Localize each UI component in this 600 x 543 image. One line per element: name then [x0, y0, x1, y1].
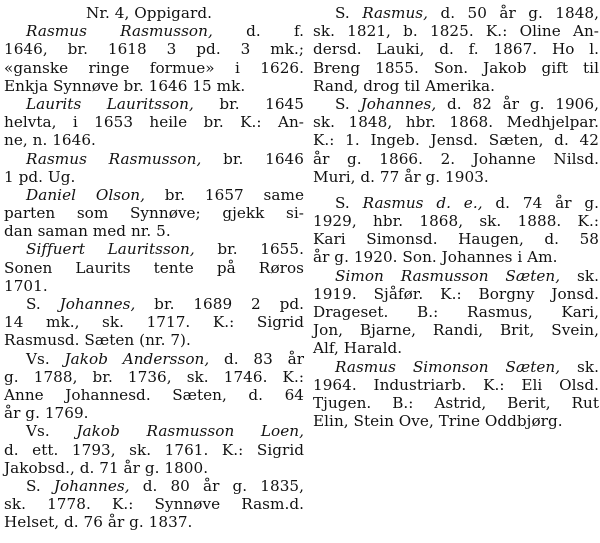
entry-text: 1701.: [4, 276, 48, 295]
left-column-text-line: [4, 277, 304, 295]
entry-text: Alf, Harald.: [313, 339, 403, 358]
person-name: Johannes,: [59, 295, 136, 313]
right-column-text-line: [313, 339, 599, 357]
entry-text: 1919. Sjåfør. K.: Borgny Jonsd.: [313, 284, 599, 303]
entry-text: br. 1655.: [194, 240, 304, 259]
person-name: Jakob Andersson,: [64, 349, 210, 368]
entry-text: Enkja Synnøve br. 1646 15 mk.: [4, 76, 246, 95]
left-column-text-line: [4, 240, 304, 258]
entry-text: S.: [26, 295, 60, 313]
person-name: Laurits Lauritsson,: [26, 94, 194, 113]
person-name: Johannes,: [360, 94, 437, 113]
entry-text: Kari Simonsd. Haugen, d. 58: [313, 230, 599, 249]
left-column-text-line: [4, 59, 304, 77]
entry-text: helvta, i 1653 heile br. K.: An-: [4, 113, 304, 132]
right-column-text-line: [313, 267, 599, 285]
entry-text: Jon, Bjarne, Randi, Brit, Svein,: [313, 321, 599, 340]
entry-text: d. 83 år: [209, 349, 305, 368]
entry-text: S.: [335, 94, 361, 113]
person-name: Rasmus Rasmusson,: [26, 22, 213, 41]
entry-text: sk. 1848, hbr. 1868. Medhjelpar.: [313, 113, 599, 132]
right-column-text-line: [313, 412, 599, 430]
left-column-text-line: [4, 441, 304, 459]
right-column-text-line: [313, 95, 599, 113]
left-column-text-line: [4, 313, 304, 331]
entry-text: Muri, d. 77 år g. 1903.: [313, 167, 489, 186]
entry-text: Vs.: [26, 422, 77, 441]
right-column-text-line: [313, 303, 599, 321]
entry-text: br. 1657 same: [144, 185, 304, 204]
entry-text: br. 1646: [201, 149, 304, 168]
entry-text: br. 1645: [193, 94, 304, 113]
entry-text: d. 82 år g. 1906,: [436, 94, 599, 113]
entry-text: S.: [335, 4, 363, 22]
left-column-text-line: [4, 495, 304, 513]
left-column-text-line: [4, 40, 304, 58]
right-column-text-line: [313, 22, 599, 40]
left-column-text-line: [4, 331, 304, 349]
entry-text: Vs.: [26, 349, 65, 368]
right-column-text-line: [313, 194, 599, 212]
right-column-text-line: [313, 77, 599, 95]
left-column-text-line: [4, 404, 304, 422]
entry-text: Elin, Stein Ove, Trine Oddbjørg.: [313, 412, 563, 431]
right-column-text-line: [313, 168, 599, 186]
person-name: Siffuert Lauritsson,: [26, 240, 195, 259]
right-column: [313, 4, 599, 430]
right-column-text-line: [313, 230, 599, 248]
farm-heading: Nr. 4, Oppigard.: [86, 4, 212, 22]
person-name: Daniel Olson,: [26, 185, 145, 204]
entry-text: «ganske ringe formue» i 1626.: [4, 58, 304, 77]
entry-text: Drageset. B.: Rasmus, Kari,: [313, 303, 599, 321]
entry-gap: [313, 186, 599, 194]
left-column-text-line: [4, 222, 304, 240]
left-column-text-line: [4, 95, 304, 113]
right-column-text-line: [313, 40, 599, 58]
left-column: [4, 4, 304, 531]
entry-text: sk. 1821, b. 1825. K.: Oline An-: [313, 22, 599, 41]
person-name: Johannes,: [53, 476, 130, 495]
person-name: Simon Rasmusson Sæten,: [335, 266, 561, 285]
entry-text: 1 pd. Ug.: [4, 167, 76, 186]
right-column-text-line: [313, 113, 599, 131]
entry-text: d. 80 år g. 1835,: [129, 476, 304, 495]
entry-text: år g. 1769.: [4, 404, 89, 423]
left-column-text-line: [4, 368, 304, 386]
entry-text: ne, n. 1646.: [4, 131, 96, 150]
entry-text: parten som Synnøve; gjekk si-: [4, 204, 304, 223]
entry-text: Rasmusd. Sæten (nr. 7).: [4, 331, 191, 350]
entry-text: sk. 1778. K.: Synnøve Rasm.d.: [4, 495, 304, 514]
entry-text: år g. 1920. Son. Johannes i Am.: [313, 248, 558, 267]
left-column-text-line: [4, 513, 304, 531]
entry-text: K.: 1. Ingeb. Jensd. Sæten, d. 42: [313, 131, 599, 150]
right-column-text-line: [313, 394, 599, 412]
entry-text: d. 74 år g.: [482, 193, 599, 212]
right-column-text-line: [313, 321, 599, 339]
left-column-text-line: [4, 77, 304, 95]
left-column-text-line: [4, 186, 304, 204]
person-name: Jakob Rasmusson Loen,: [76, 422, 304, 441]
entry-text: Sonen Laurits tente på Røros: [4, 258, 304, 277]
right-column-text-line: [313, 212, 599, 230]
entry-text: g. 1788, br. 1736, sk. 1746. K.:: [4, 367, 304, 386]
entry-text: d. 50 år g. 1848,: [428, 4, 599, 22]
entry-text: dan saman med nr. 5.: [4, 222, 171, 241]
entry-text: Helset, d. 76 år g. 1837.: [4, 513, 193, 532]
person-name: Rasmus Rasmusson,: [26, 149, 202, 168]
left-column-text-line: [4, 168, 304, 186]
entry-text: Anne Johannesd. Sæten, d. 64: [4, 385, 304, 404]
left-column-text-line: [4, 422, 304, 440]
person-name: Rasmus d. e.,: [362, 193, 483, 212]
entry-text: 14 mk., sk. 1717. K.: Sigrid: [4, 313, 304, 332]
person-name: Rasmus,: [362, 4, 429, 22]
entry-text: Jakobsd., d. 71 år g. 1800.: [4, 458, 209, 477]
left-column-text-line: [4, 22, 304, 40]
person-name: Rasmus Simonson Sæten,: [335, 357, 561, 376]
entry-text: S.: [26, 476, 54, 495]
entry-text: d. f.: [212, 22, 304, 41]
entry-text: 1964. Industriarb. K.: Eli Olsd.: [313, 375, 599, 394]
right-column-text-line: [313, 285, 599, 303]
entry-text: dersd. Lauki, d. f. 1867. Ho l.: [313, 40, 599, 59]
entry-text: br. 1689 2 pd.: [135, 295, 304, 313]
entry-text: S.: [335, 193, 363, 212]
left-column-text-line: [4, 259, 304, 277]
entry-text: Breng 1855. Son. Jakob gift til: [313, 58, 599, 77]
left-column-text-line: [4, 459, 304, 477]
entry-text: Rand, drog til Amerika.: [313, 76, 496, 95]
right-column-text-line: [313, 150, 599, 168]
left-column-text-line: [4, 295, 304, 313]
left-column-text-line: [4, 150, 304, 168]
left-column-text-line: [4, 113, 304, 131]
entry-text: Tjugen. B.: Astrid, Berit, Rut: [313, 393, 599, 412]
entry-text: år g. 1866. 2. Johanne Nilsd.: [313, 149, 599, 168]
right-column-text-line: [313, 131, 599, 149]
right-column-text-line: [313, 59, 599, 77]
left-column-text-line: [4, 131, 304, 149]
right-column-text-line: [313, 358, 599, 376]
left-column-text-line: [4, 350, 304, 368]
left-column-text-line: [4, 477, 304, 495]
right-column-text-line: [313, 4, 599, 22]
entry-text: 1646, br. 1618 3 pd. 3 mk.;: [4, 40, 304, 59]
left-column-text-line: [4, 386, 304, 404]
entry-text: d. ett. 1793, sk. 1761. K.: Sigrid: [4, 440, 304, 459]
right-column-text-line: [313, 376, 599, 394]
entry-text: 1929, hbr. 1868, sk. 1888. K.:: [313, 212, 599, 231]
right-column-text-line: [313, 248, 599, 266]
left-column-text-line: [4, 204, 304, 222]
entry-text: sk.: [560, 266, 599, 285]
entry-text: sk.: [560, 357, 599, 376]
